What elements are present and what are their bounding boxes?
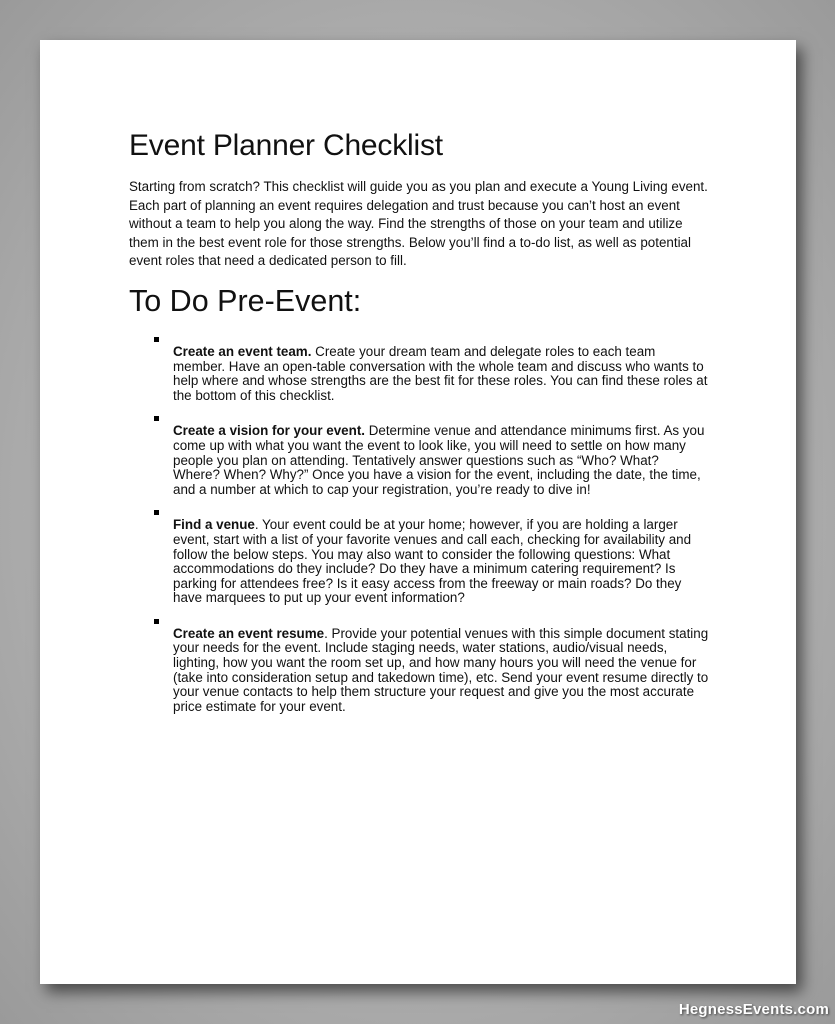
watermark: HegnessEvents.com [678,1001,829,1018]
intro-paragraph: Starting from scratch? This checklist will guide you as you plan and execute a Young Living event. Each part of planning an event requires delegation and trust because you can’t host an event without a team to help you along the way. Find the strengths of those on your team and utilize them in the best event role for those strengths. Below you’ll find a to-do list, as well as potential event roles that need a dedicated person to fill. [129,179,708,269]
item-title: Find a venue [173,517,255,533]
item-text: Create your dream team and delegate roles to each team member. Have an open-table conversation with the whole team and discuss who wants to help where and whose strengths are the best fit for these roles. You can find these roles at the bottom of this checklist. [173,343,708,403]
document-content [129,128,709,727]
item-title: Create a vision for your event. [173,423,365,439]
item-text: . Provide your potential venues with this simple document stating your needs for the event. Include staging needs, water stations, audio/visual needs, lighting, how you want the room set up, and how many hours you will need the venue for (take into consideration setup and takedown time), etc. Send your event resume directly to your venue contacts to help them structure your request and give you the most accurate price estimate for your event. [173,625,709,714]
bullet-icon [154,416,159,421]
item-title: Create an event team. [173,343,312,359]
list-item [129,510,709,606]
item-text: Determine venue and attendance minimums first. As you come up with what you want the event to look like, you will need to settle on how many people you plan on attending. Tentatively answer questions such as “Who? What? Where? When? Why?” Once you have a vision for the event, including the date, the time, and a number at which to cap your registration, you’re ready to dive in! [173,423,705,497]
bullet-icon [154,619,159,624]
bullet-icon [154,337,159,342]
list-item [129,416,709,497]
item-title: Create an event resume [173,625,325,641]
list-item [129,337,709,403]
item-text: . Your event could be at your home; however, if you are holding a larger event, start with a list of your favorite venues and call each, checking for availability and follow the below steps. You may also want to consider the following questions: What accommodations do they include? Do they have a minimum catering requirement? Is parking for attendees free? Is it easy access from the freeway or main roads? Do they have marquees to put up your event information? [173,517,692,606]
document-title: Event Planner Checklist [129,129,443,162]
section-title: To Do Pre-Event: [129,283,362,318]
bullet-icon [154,510,159,515]
todo-list [129,337,709,714]
document-page [40,40,796,984]
list-item [129,619,709,715]
